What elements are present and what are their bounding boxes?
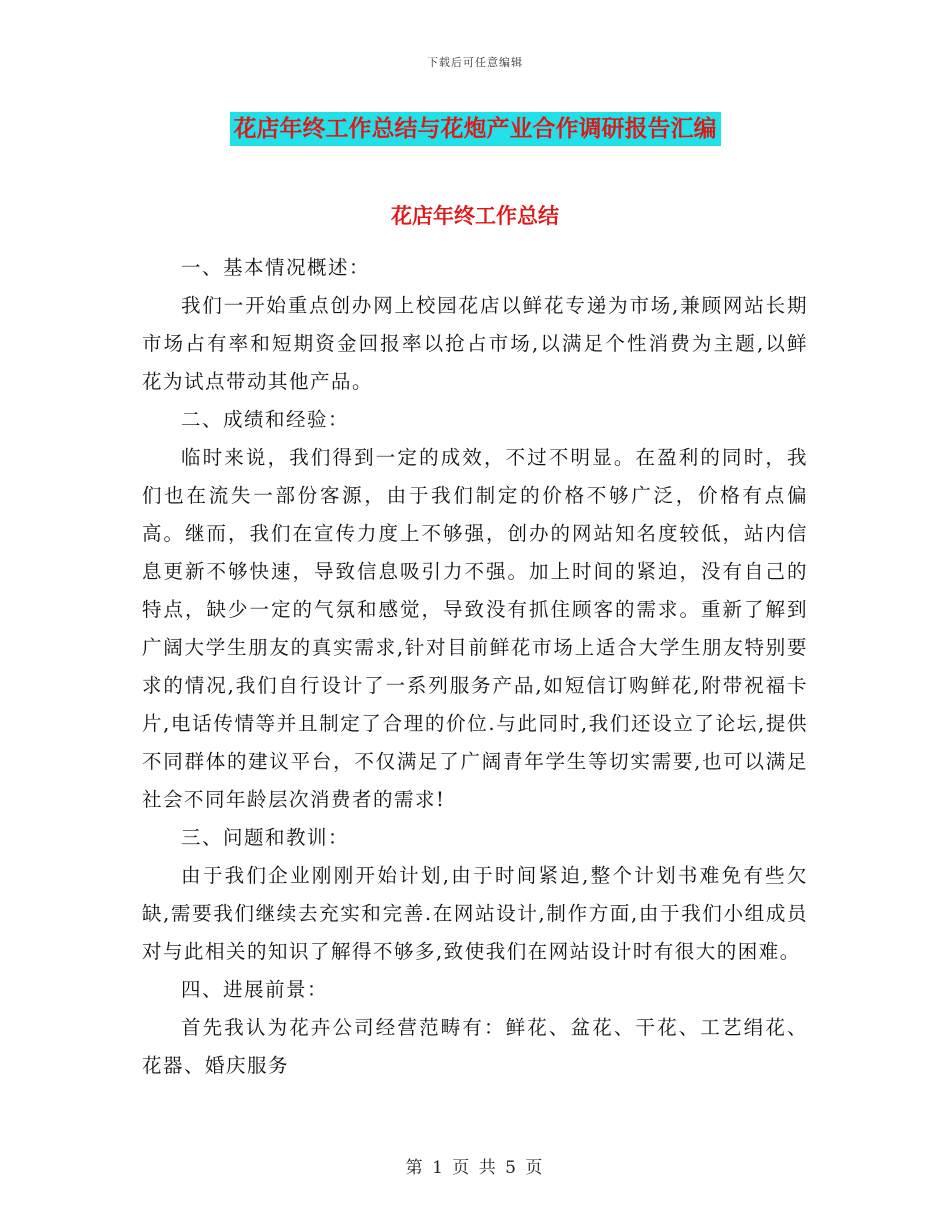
main-title-wrap	[0, 112, 950, 146]
paragraph-achievements: 临时来说，我们得到一定的成效，不过不明显。在盈利的同时，我们也在流失一部份客源，由于我们制定的价格不够广泛，价格有点偏高。继而，我们在宣传力度上不够强，创办的网站知名度较低，站内信息更新不够快速，导致信息吸引力不强。加上时间的紧迫，没有自己的特点，缺少一定的气氛和感觉，导致没有抓住顾客的需求。重新了解到广阔大学生朋友的真实需求,针对目前鲜花市场上适合大学生朋友特别要求的情况,我们自行设计了一系列服务产品,如短信订购鲜花,附带祝福卡片,电话传情等并且制定了合理的价位.与此同时,我们还设立了论坛,提供不同群体的建议平台，不仅满足了广阔青年学生等切实需要,也可以满足社会不同年龄层次消费者的需求!	[142, 446, 808, 811]
page-footer: 第 1 页 共 5 页	[405, 1158, 545, 1178]
paragraph-basic-overview: 我们一开始重点创办网上校园花店以鲜花专递为市场,兼顾网站长期市场占有率和短期资金回报率以抢占市场,以满足个性消费为主题,以鲜花为试点带动其他产品。	[142, 294, 808, 393]
heading-achievements: 二、成绩和经验：	[181, 408, 350, 431]
paragraph-problems: 由于我们企业刚刚开始计划,由于时间紧迫,整个计划书难免有些欠缺,需要我们继续去充实和完善.在网站设计,制作方面,由于我们小组成员对与此相关的知识了解得不够多,致使我们在网站设计时有很大的困难。	[142, 864, 808, 963]
paragraph-prospects: 首先我认为花卉公司经营范畴有：鲜花、盆花、干花、工艺绢花、花器、婚庆服务	[142, 1016, 808, 1077]
heading-basic-overview: 一、基本情况概述：	[181, 256, 371, 279]
page-header-note: 下载后可任意编辑	[427, 56, 523, 69]
document-main-title: 花店年终工作总结与花炮产业合作调研报告汇编	[230, 112, 721, 146]
heading-problems: 三、问题和教训：	[181, 826, 350, 849]
section-title: 花店年终工作总结	[391, 204, 559, 228]
document-body	[142, 249, 808, 1085]
heading-prospects: 四、进展前景：	[181, 978, 329, 1001]
